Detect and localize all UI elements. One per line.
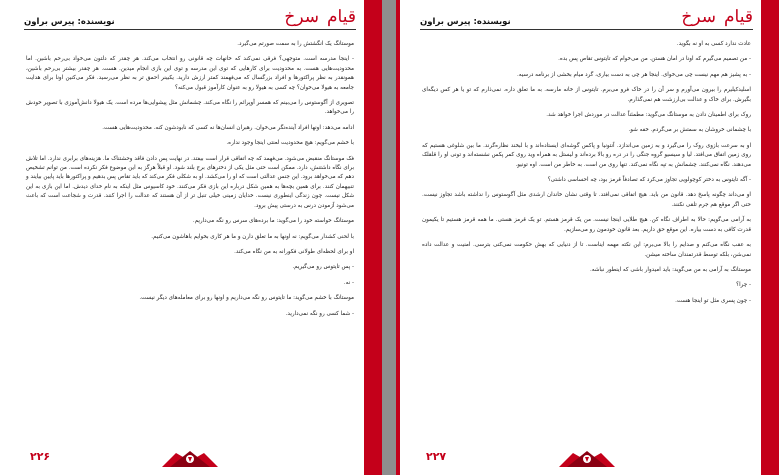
- book-title: [681, 7, 753, 27]
- author-line: نویسنده: پیرس براون: [24, 17, 115, 27]
- paragraph: موستانگ به آرامی به من می‌گوید: باید امیدوار باشی که اینطور نباشه.: [589, 266, 751, 273]
- paragraph: - چرا؟: [736, 282, 751, 289]
- red-edge-bar: [761, 0, 779, 475]
- title-word-1: قیام: [327, 7, 356, 27]
- paragraph: به آرامی می‌گویم: حالا به اطراف نگاه کن. هیچ طلایی اینجا نیست. من یک قرمز هستم. تو یک قرمز هستی. ما همه قرمز هستیم تا یکیمون قدرت کافی به دست بیاره. این موقع حق داریم. بعد قانون خودمون رو می‌سازیم.: [422, 217, 751, 233]
- page-number: ۲۲۷: [426, 450, 447, 463]
- author-line: نویسنده: پیرس براون: [420, 17, 511, 27]
- page-body: [26, 40, 354, 435]
- paragraph: - من تصمیم می‌گیرم که اونا در امان هستن. من می‌خوام که تایتوس تقاص پس بده.: [558, 56, 751, 63]
- page-body: [422, 40, 751, 435]
- paragraph: روک برای اطمینان دادن به موستانگ می‌گوید: مطمئناً عدالت در موردش اجرا خواهد شد.: [546, 112, 751, 119]
- page-footer: [420, 441, 753, 471]
- left-page: [0, 0, 382, 475]
- crest-icon: [557, 447, 617, 469]
- red-edge-bar-left: [396, 0, 400, 475]
- page-number: ۲۲۶: [30, 450, 51, 463]
- paragraph: - شما کسی رو نگه نمی‌دارید.: [285, 310, 354, 317]
- title-word-1: قیام: [724, 7, 753, 27]
- paragraph: - چون پسری مثل تو اینجا هست.: [675, 297, 751, 304]
- red-edge-bar: [364, 0, 382, 475]
- paragraph: موستانگ خواسته خود را می‌گوید: ما برده‌های سرس رو نگه می‌داریم.: [192, 218, 354, 225]
- right-page: [396, 0, 779, 475]
- paragraph: موستانگ یک انگشتش را به سمت صورتم می‌گیرد.: [237, 41, 354, 47]
- paragraph: - پس تایتوس رو می‌گیریم.: [292, 264, 354, 271]
- paragraph: با خشم می‌گویم: هیچ محدودیت لعنتی اینجا وجود نداره.: [226, 140, 354, 147]
- page-gutter: [382, 0, 396, 475]
- paragraph: با لحنی کشدار می‌گویم: نه اونها به ما تعلق دارن و ما هر کاری بخوایم باهاشون می‌کنیم.: [151, 233, 354, 240]
- title-word-2: سرخ: [284, 7, 320, 27]
- title-word-2: سرخ: [681, 7, 717, 27]
- paragraph: - به پشیز هم مهم نیست چی می‌خوای. اینجا هر چی به دست بیاری، گرد میام بخشی از برنامه درسیه.: [517, 71, 751, 78]
- crest-icon: [160, 447, 220, 469]
- paragraph: عادت ندارد کسی به او نه بگوید.: [676, 41, 751, 47]
- paragraph: او می‌داند چگونه پاسخ دهد. قانون من باید. هیچ اتفاقی نمی‌افتد. تا وقتی نشان خاندان ارشدی مثل آگوستوس را نداشته باشد تجاوز نیست. حتی اگر موقع هم جرم تلقی نکنند.: [422, 192, 751, 208]
- paragraph: او به سرعت بازوی روک را می‌گیرد و به زمین می‌اندازد. آنتونیا و پاکس گوشه‌ای ایستاده‌اند و با لبخند نظاره‌گرند. ما بین شلوغی هستیم که روی زمین اتفاق می‌افتد. لیا و سیسیو گروه جنگی را در دره رو بالا برده‌اند و لیستل به همراه وید روی کمر پکس نشسته‌اند و تونی او را قلقلک می‌دهند. نگاه نمی‌کنند. چشمانش به تپه نگاه نمی‌کند. تنها روی من است. به خاطر من است. اوه تونیو.: [422, 142, 751, 168]
- paragraph: موستانگ با خشم می‌گوید: ما تایتوس رو نگه می‌داریم و اونها رو برای معامله‌های دیگر نیست.: [139, 295, 354, 302]
- paragraph: فک موستانگ منقبض می‌شود. می‌فهمد که چه اتفاقی قرار است بیفتد. در نهایت پس دادن فاقد وحشتناک ما. هزینه‌های برابری ندارد. اما تلاش برای نگاه داشتنش، دارد. ممکن است حتی مثل یکی از دخترهای برج بلند شود. او قبلاً هرگز به این موضوع فکر نکرده است. من توانم تشخیص دهم که می‌خواهد برود. این جنس عدالتی است که او را می‌کشد. او به شکلی فکر می‌کند که باید تقاص پس بدهیم و پراکتورها باید پایین بیایند و تنبیهمان کنند. برای همین بچه‌ها به همین شکل درباره این بازی فکر می‌کنند. خود کاسیوس مثل اینکه به نام خدای دیدش. اما این بازی به این شکل نیست. چون زندگی اینطوری نیست. خدایان زمینی خیلی تنبل تر از آن هستند که عدالت را اجرا کنند. قدرت و شجاعت است که باعث می‌شود آزمودن درس به درستی پیش برود.: [26, 155, 354, 209]
- paragraph: با چشمانی خروشان به سمتش بر می‌گردم. خفه شو.: [628, 127, 751, 134]
- page-header: [420, 4, 753, 30]
- paragraph: ادامه می‌دهد: اونها افراد آینده‌نگر می‌خوان. رهبران انسان‌ها نه کسی که نابودشون کنه. محدودیت‌هایی هست.: [102, 124, 354, 131]
- paragraph: به عقب نگاه می‌کنم و صدایم را بالا می‌برم: این نکته مهمه ایناست. تا از دنیایی که بهش حکومت نمی‌کنی بترسی. امنیت و عدالت داده نمی‌شن، بلکه توسط قدرتمندان ساخته میشن.: [422, 242, 751, 258]
- page-footer: [24, 441, 356, 471]
- paragraph: - اینجا مدرسه است. متوجهی؟ فرقی نمی‌کند که خانهات چه قانونی رو انتخاب می‌کند. هر چقدر که دلتون می‌خواد بی‌رحم باشین. اما محدودیت‌هایی هست. به محدودیت برای کارهایی که توی این مدرسه و توی این بازی انجام میدین. هست. هر چقدر بیشتر بی‌رحم باشین، همونقدر به نظر پراکتورها و افراد بزرگسال که می‌فهمند کمتر ارزش دارید. یکبینر احمق تر به نظر می‌رسید. فکر می‌کنین اونا برای هدایت جامعه به هیولا می‌خوان؟ چه کسی به هیولا رو به عنوان کارآموز قبول می‌کنه؟: [26, 56, 354, 91]
- page-header: [24, 4, 356, 30]
- paragraph: تصویری از آگوستوس را می‌بینم که همسر آوپرائم را نگاه می‌کند. چشمانش مثل پیشوایی‌ها مرده است. یک هیولا دانش‌آموزی با تصویر خودش را می‌خواهد.: [26, 100, 354, 116]
- paragraph: - نه.: [343, 279, 354, 286]
- book-title: [284, 7, 356, 27]
- paragraph: اسلیدکیلیرم را بیرون می‌آورم و سر آن را در خاک فرو می‌برم. تایتوس از خانه مارسه. به ما تعلق داره. نمی‌ذارم که تو یا هر کس دیگه‌ای بگیرش. برای خاک و عدالت بی‌ارزشت هم نمی‌گذارم.: [422, 87, 751, 103]
- paragraph: او برای لحظه‌ای طولانی فکورانه به من نگاه می‌کند.: [234, 248, 354, 255]
- paragraph: - آگه تایتوس به دختر کوچولویی تجاوز می‌کرد که تصادفاً قرمز بود، چه احساسی داشتی؟: [547, 177, 751, 184]
